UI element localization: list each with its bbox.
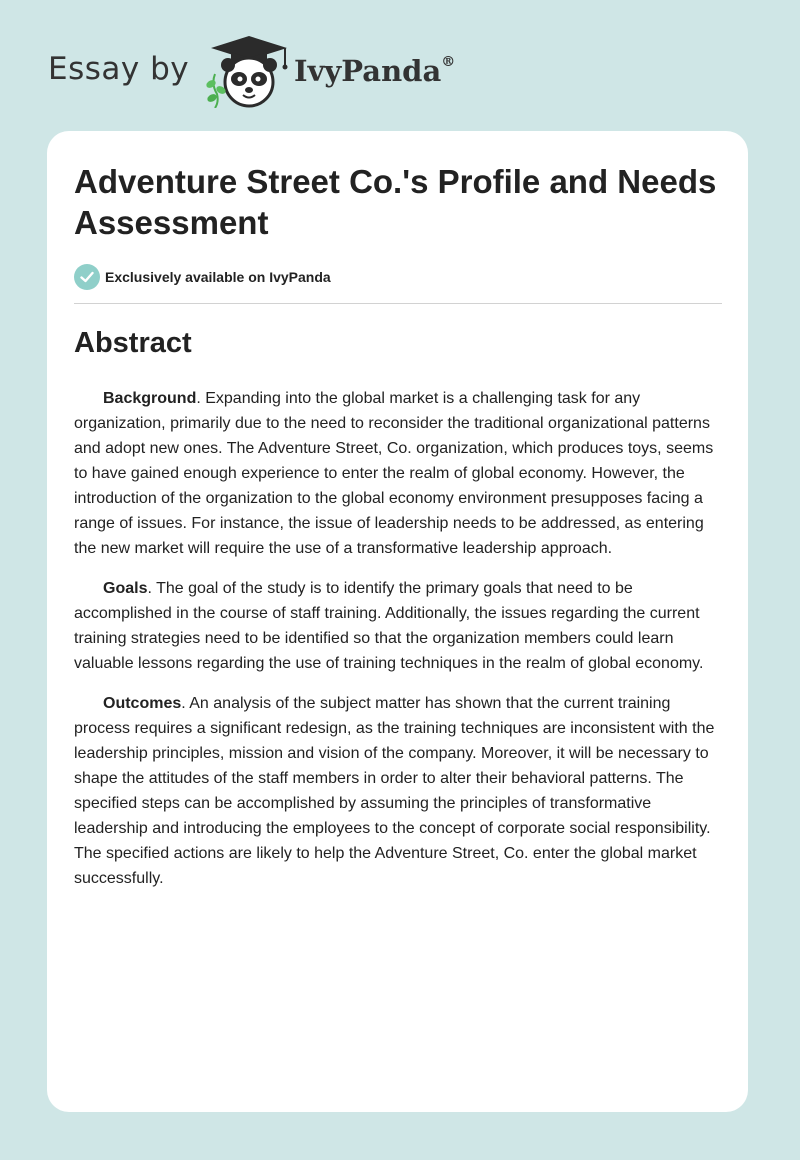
paragraph-background bbox=[74, 386, 726, 561]
divider bbox=[74, 303, 722, 304]
ivypanda-logo[interactable] bbox=[201, 34, 289, 108]
paragraph-text: . An analysis of the subject matter has shown that the current training process requires a significant redesign, as the training techniques are inconsistent with the leadership principles, mission and vision of the company. Moreover, it will be necessary to shape the attitudes of the staff members in order to alter their behavioral patterns. The specified steps can be accomplished by assuming the principles of transformative leadership and introducing the employees to the concept of corporate social responsibility. The specified actions are likely to help the Adventure Street, Co. enter the global market successfully. bbox=[74, 695, 715, 887]
exclusive-label: Exclusively available on IvyPanda bbox=[105, 269, 331, 285]
abstract-body bbox=[74, 386, 726, 906]
essay-by-label: Essay by bbox=[48, 51, 190, 87]
essay-card bbox=[47, 131, 748, 1112]
paragraph-label: Goals bbox=[103, 580, 148, 597]
paragraph-text: . The goal of the study is to identify the primary goals that need to be accomplished in the course of staff training. Additionally, the issues regarding the current training strategies need to be identified so that the organization members could learn valuable lessons regarding the use of training techniques in the realm of global economy. bbox=[74, 580, 704, 672]
page-title: Adventure Street Co.'s Profile and Needs Assessment bbox=[74, 163, 717, 241]
section-heading: Abstract bbox=[74, 327, 192, 359]
check-icon bbox=[74, 264, 100, 290]
exclusive-badge bbox=[74, 264, 331, 290]
brand-name[interactable]: IvyPanda® bbox=[294, 54, 456, 88]
paragraph-label: Outcomes bbox=[103, 695, 182, 712]
paragraph-text: . Expanding into the global market is a challenging task for any organization, primarily due to the need to reconsider the traditional organizational patterns and adopt new ones. The Adventure Street, Co. organization, which produces toys, seems to have gained enough experience to enter the realm of global economy. However, the introduction of the organization to the global economy environment presupposes facing a range of issues. For instance, the issue of leadership needs to be addressed, as entering the new market will require the use of a transformative leadership approach. bbox=[74, 390, 714, 557]
paragraph-goals bbox=[74, 576, 726, 676]
registered-mark: ® bbox=[441, 54, 456, 71]
paragraph-label: Background bbox=[103, 390, 197, 407]
paragraph-outcomes bbox=[74, 691, 726, 891]
site-header bbox=[48, 34, 528, 114]
panda-graduate-icon bbox=[201, 34, 289, 108]
